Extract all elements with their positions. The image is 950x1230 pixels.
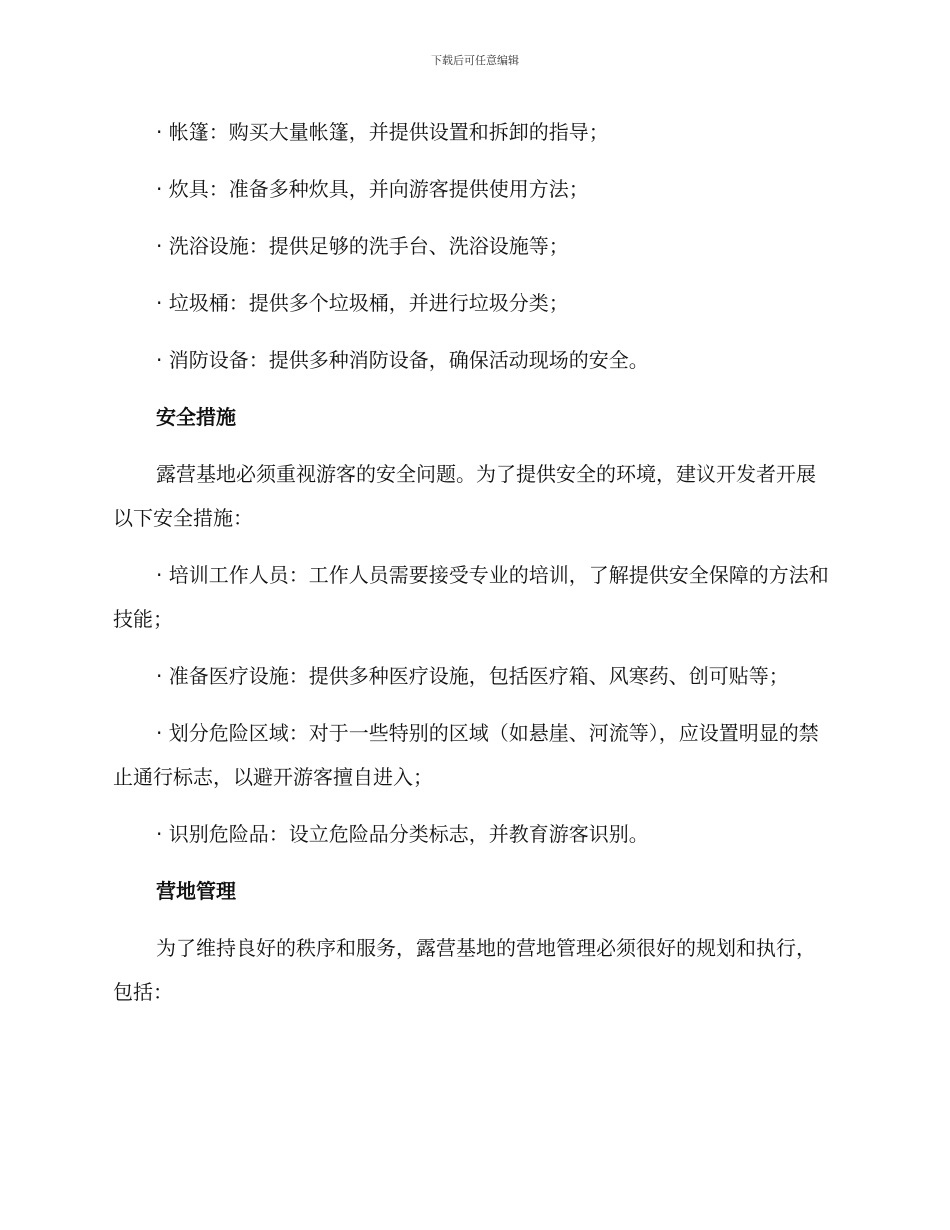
list-item-tents: · 帐篷：购买大量帐篷，并提供设置和拆卸的指导； (156, 120, 609, 144)
section-heading-safety: 安全措施 (156, 405, 236, 429)
list-item-bathing: · 洗浴设施：提供足够的洗手台、洗浴设施等； (156, 234, 569, 258)
list-item-hazardous-items: · 识别危险品：设立危险品分类标志，并教育游客识别。 (156, 822, 649, 846)
section-heading-camp-management: 营地管理 (156, 879, 236, 903)
list-item-staff-training: · 培训工作人员：工作人员需要接受专业的培训，了解提供安全保障的方法和技能； (113, 563, 829, 631)
safety-intro-paragraph: 露营基地必须重视游客的安全问题。为了提供安全的环境，建议开发者开展以下安全措施： (113, 462, 816, 530)
document-body (113, 110, 833, 1027)
list-item-medical: · 准备医疗设施：提供多种医疗设施，包括医疗箱、风寒药、创可贴等； (156, 664, 789, 688)
camp-management-intro-paragraph: 为了维持良好的秩序和服务，露营基地的营地管理必须很好的规划和执行，包括： (113, 936, 816, 1004)
page-header: 下载后可任意编辑 (431, 54, 519, 67)
list-item-fire-equipment: · 消防设备：提供多种消防设备，确保活动现场的安全。 (156, 348, 649, 372)
list-item-danger-zones: · 划分危险区域：对于一些特别的区域（如悬崖、河流等），应设置明显的禁止通行标志，以避开游客擅自进入； (113, 721, 819, 789)
list-item-trash-bins: · 垃圾桶：提供多个垃圾桶，并进行垃圾分类； (156, 291, 569, 315)
list-item-cookware: · 炊具：准备多种炊具，并向游客提供使用方法； (156, 177, 589, 201)
